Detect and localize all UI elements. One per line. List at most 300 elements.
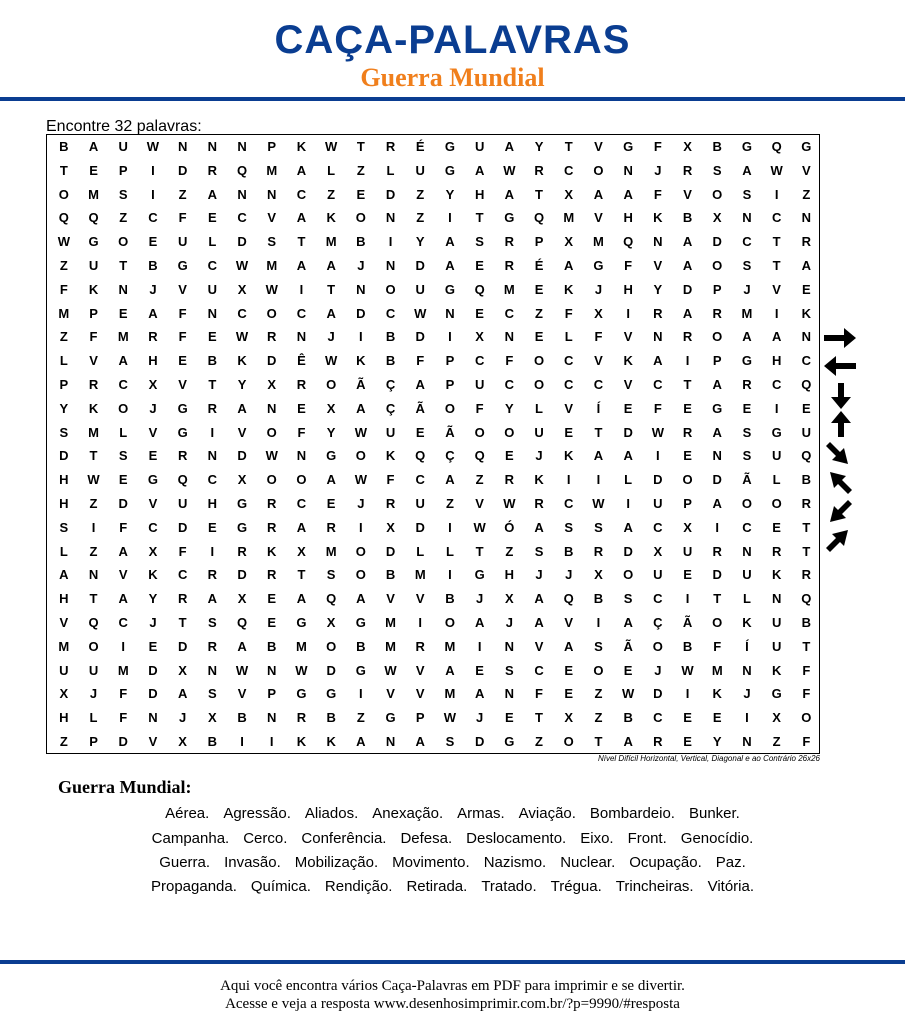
grid-letter: G: [326, 448, 337, 464]
grid-letter: N: [742, 662, 752, 678]
grid-letter: T: [772, 234, 781, 250]
grid-letter: D: [712, 234, 722, 250]
grid-letter: A: [415, 377, 425, 392]
instruction-text: Encontre 32 palavras:: [46, 118, 202, 135]
grid-letter: R: [415, 638, 425, 654]
grid-letter: T: [327, 281, 336, 297]
grid-letter: A: [593, 448, 604, 464]
grid-letter: J: [357, 258, 365, 273]
grid-letter: N: [267, 710, 277, 726]
grid-letter: E: [148, 234, 158, 250]
grid-letter: C: [504, 377, 515, 392]
grid-letter: O: [504, 424, 515, 440]
grid-letter: V: [237, 686, 247, 702]
word-list-item: Guerra.: [159, 854, 211, 871]
grid-letter: A: [415, 734, 425, 749]
header-divider: [0, 97, 905, 101]
grid-letter: O: [355, 210, 366, 226]
grid-letter: G: [712, 400, 723, 416]
grid-letter: N: [385, 734, 396, 749]
word-list-item: Mobilização.: [294, 854, 379, 871]
grid-letter: J: [89, 686, 98, 702]
grid-letter: X: [297, 543, 306, 559]
grid-letter: J: [743, 686, 751, 702]
grid-letter: B: [682, 210, 693, 226]
grid-letter: O: [563, 734, 574, 749]
grid-letter: M: [325, 543, 337, 559]
grid-letter: B: [801, 472, 812, 488]
grid-letter: C: [534, 662, 544, 678]
grid-letter: K: [88, 281, 99, 297]
grid-letter: A: [564, 258, 574, 273]
grid-letter: S: [118, 186, 128, 202]
grid-letter: S: [208, 686, 217, 702]
word-list-item: Nazismo.: [483, 854, 547, 871]
grid-letter: N: [296, 329, 307, 345]
grid-letter: I: [745, 710, 749, 726]
grid-letter: P: [712, 353, 722, 369]
grid-letter: N: [207, 448, 218, 464]
grid-letter: R: [177, 448, 188, 464]
word-list-row: [0, 877, 905, 897]
grid-letter: W: [354, 472, 367, 488]
grid-letter: T: [535, 186, 543, 202]
grid-letter: H: [59, 496, 69, 511]
grid-letter: R: [504, 472, 515, 488]
grid-letter: E: [683, 734, 692, 749]
grid-letter: S: [445, 734, 455, 749]
grid-letter: U: [742, 567, 752, 583]
grid-letter: U: [88, 258, 99, 273]
grid-letter: X: [653, 543, 663, 559]
grid-letter: A: [712, 496, 722, 511]
grid-letter: Y: [505, 400, 514, 416]
grid-letter: Q: [88, 615, 99, 630]
grid-row: [47, 706, 819, 730]
grid-letter: Z: [535, 734, 543, 749]
grid-letter: U: [653, 496, 663, 511]
grid-letter: R: [712, 543, 722, 559]
grid-letter: K: [771, 567, 782, 583]
word-list-item: Eixo.: [580, 830, 614, 847]
grid-letter: C: [564, 496, 574, 511]
grid-letter: C: [653, 519, 663, 535]
grid-letter: I: [91, 519, 96, 535]
grid-letter: F: [178, 305, 187, 321]
grid-letter: N: [148, 710, 158, 726]
grid-letter: D: [118, 734, 128, 749]
grid-letter: E: [208, 329, 217, 345]
grid-letter: J: [505, 615, 513, 630]
grid-letter: O: [118, 234, 129, 250]
grid-letter: O: [266, 472, 277, 488]
grid-letter: D: [59, 448, 69, 464]
grid-letter: W: [265, 281, 278, 297]
grid-letter: U: [88, 662, 99, 678]
grid-letter: T: [59, 162, 68, 178]
grid-letter: E: [415, 424, 425, 440]
grid-letter: O: [801, 710, 812, 726]
grid-letter: K: [326, 210, 336, 226]
grid-letter: N: [623, 162, 633, 178]
grid-letter: R: [296, 710, 307, 726]
grid-letter: E: [772, 519, 781, 535]
grid-letter: W: [384, 662, 397, 678]
grid-letter: A: [534, 519, 544, 535]
grid-letter: O: [326, 638, 337, 654]
grid-letter: M: [296, 638, 307, 654]
grid-letter: D: [415, 329, 425, 345]
grid-letter: F: [59, 281, 68, 297]
grid-letter: L: [564, 329, 573, 345]
grid-letter: I: [596, 615, 601, 630]
grid-letter: V: [59, 615, 69, 630]
grid-letter: D: [148, 662, 158, 678]
grid-letter: V: [683, 186, 692, 202]
grid-letter: B: [59, 139, 69, 154]
grid-letter: H: [59, 472, 69, 488]
grid-letter: I: [566, 472, 571, 488]
grid-letter: S: [742, 258, 752, 273]
grid-letter: Q: [623, 234, 634, 250]
grid-letter: Ç: [385, 400, 396, 416]
grid-letter: M: [117, 329, 129, 345]
grid-letter: É: [415, 139, 425, 154]
grid-letter: B: [207, 353, 218, 369]
grid-letter: X: [178, 662, 187, 678]
grid-letter: C: [148, 210, 158, 226]
grid-letter: R: [504, 258, 515, 273]
grid-letter: J: [179, 710, 187, 726]
grid-letter: V: [534, 638, 544, 654]
grid-letter: P: [89, 734, 98, 749]
grid-row: [47, 635, 819, 659]
grid-row: [47, 397, 819, 421]
grid-letter: I: [774, 305, 779, 321]
word-list-item: Genocídio.: [680, 830, 754, 847]
grid-letter: W: [443, 710, 457, 726]
grid-letter: R: [712, 305, 722, 321]
grid-letter: K: [385, 448, 396, 464]
grid-letter: H: [148, 353, 158, 369]
grid-letter: L: [59, 353, 68, 369]
arrow-down-left-icon: [822, 498, 858, 526]
grid-letter: T: [802, 519, 811, 535]
grid-letter: B: [712, 139, 722, 154]
grid-letter: P: [712, 281, 722, 297]
grid-letter: I: [210, 543, 215, 559]
grid-letter: R: [801, 234, 812, 250]
grid-letter: F: [535, 686, 543, 702]
grid-letter: I: [626, 496, 630, 511]
grid-letter: E: [683, 448, 692, 464]
grid-letter: N: [771, 591, 782, 607]
grid-letter: V: [148, 734, 158, 749]
grid-letter: Q: [177, 472, 188, 488]
grid-letter: A: [653, 353, 663, 369]
grid-letter: F: [505, 353, 514, 369]
grid-letter: N: [207, 139, 218, 154]
grid-letter: I: [121, 638, 126, 654]
grid-letter: Z: [594, 686, 603, 702]
grid-letter: N: [177, 139, 188, 154]
grid-letter: R: [593, 543, 604, 559]
grid-letter: G: [177, 400, 188, 416]
grid-letter: G: [236, 496, 248, 511]
grid-letter: I: [596, 472, 601, 488]
grid-letter: K: [88, 400, 99, 416]
grid-letter: A: [445, 472, 455, 488]
grid-letter: V: [178, 281, 187, 297]
grid-letter: E: [178, 353, 187, 369]
grid-letter: S: [267, 234, 277, 250]
grid-letter: K: [742, 615, 752, 630]
grid-letter: T: [564, 139, 573, 154]
grid-letter: T: [713, 591, 722, 607]
grid-letter: A: [296, 519, 307, 535]
grid-letter: C: [771, 377, 782, 392]
word-list-item: Movimento.: [392, 854, 470, 871]
grid-letter: R: [534, 162, 544, 178]
grid-letter: F: [653, 400, 662, 416]
grid-letter: G: [444, 139, 455, 154]
grid-letter: W: [473, 519, 486, 535]
grid-letter: Y: [59, 400, 69, 416]
grid-letter: A: [504, 139, 515, 154]
grid-letter: V: [475, 496, 484, 511]
grid-letter: M: [88, 424, 99, 440]
grid-letter: P: [89, 305, 98, 321]
grid-letter: R: [682, 329, 693, 345]
grid-letter: R: [267, 496, 277, 511]
grid-letter: E: [802, 281, 811, 297]
grid-letter: A: [682, 234, 693, 250]
grid-letter: G: [296, 686, 307, 702]
grid-letter: L: [208, 234, 217, 250]
grid-letter: N: [742, 734, 752, 749]
grid-letter: Ê: [297, 353, 306, 369]
grid-letter: R: [682, 424, 693, 440]
grid-letter: L: [772, 472, 781, 488]
grid-letter: L: [59, 543, 68, 559]
grid-letter: Z: [89, 543, 98, 559]
grid-letter: G: [504, 734, 515, 749]
grid-letter: G: [385, 710, 396, 726]
grid-letter: U: [177, 234, 188, 250]
grid-letter: L: [89, 710, 98, 726]
grid-letter: A: [771, 329, 782, 345]
grid-letter: K: [801, 305, 812, 321]
grid-letter: Ã: [445, 424, 455, 440]
grid-letter: J: [149, 615, 157, 630]
grid-letter: B: [385, 567, 396, 583]
grid-letter: N: [801, 329, 812, 345]
grid-letter: O: [326, 377, 337, 392]
word-list-item: Armas.: [457, 805, 505, 822]
grid-letter: C: [564, 162, 574, 178]
grid-letter: U: [474, 139, 485, 154]
arrow-left-icon: [822, 352, 858, 380]
grid-letter: Z: [178, 186, 187, 202]
grid-letter: B: [682, 638, 693, 654]
grid-letter: Y: [445, 186, 455, 202]
grid-letter: N: [742, 543, 752, 559]
grid-letter: F: [653, 139, 662, 154]
grid-letter: Í: [745, 638, 749, 654]
grid-letter: P: [683, 496, 692, 511]
grid-letter: M: [266, 258, 278, 273]
grid-letter: T: [297, 234, 306, 250]
grid-letter: V: [118, 567, 128, 583]
grid-letter: O: [593, 162, 604, 178]
grid-letter: T: [475, 543, 484, 559]
grid-letter: W: [235, 329, 249, 345]
grid-letter: V: [178, 377, 187, 392]
grid-letter: A: [534, 615, 544, 630]
grid-letter: A: [326, 305, 336, 321]
grid-letter: Ã: [682, 615, 693, 630]
grid-letter: T: [683, 377, 692, 392]
grid-letter: M: [414, 567, 426, 583]
grid-letter: Q: [801, 377, 812, 392]
grid-letter: W: [770, 162, 783, 178]
grid-letter: L: [386, 162, 395, 178]
grid-letter: N: [742, 210, 752, 226]
grid-letter: R: [207, 567, 218, 583]
grid-letter: Z: [416, 186, 425, 202]
grid-letter: E: [267, 591, 277, 607]
grid-letter: F: [119, 686, 128, 702]
grid-letter: X: [475, 329, 484, 345]
grid-letter: V: [594, 353, 603, 369]
grid-row: [47, 325, 819, 349]
grid-letter: D: [415, 258, 425, 273]
grid-letter: O: [741, 496, 752, 511]
grid-letter: S: [594, 638, 603, 654]
grid-letter: F: [178, 543, 187, 559]
grid-letter: N: [296, 448, 307, 464]
grid-letter: C: [296, 305, 307, 321]
grid-letter: T: [594, 424, 603, 440]
grid-letter: B: [445, 591, 455, 607]
footer-divider: [0, 960, 905, 964]
grid-letter: A: [356, 734, 366, 749]
grid-letter: A: [326, 258, 336, 273]
grid-letter: M: [711, 662, 723, 678]
word-list-item: Vitória.: [707, 878, 755, 895]
grid-letter: S: [742, 186, 752, 202]
grid-letter: C: [771, 210, 782, 226]
grid-letter: I: [299, 281, 304, 297]
word-list-row: [0, 829, 905, 849]
grid-letter: L: [535, 400, 543, 416]
grid-letter: G: [593, 258, 604, 273]
grid-letter: H: [207, 496, 218, 511]
grid-letter: A: [593, 186, 604, 202]
grid-letter: J: [535, 567, 543, 583]
grid-letter: F: [475, 400, 484, 416]
grid-letter: J: [535, 448, 543, 464]
grid-letter: U: [415, 496, 425, 511]
grid-letter: O: [771, 496, 782, 511]
grid-letter: O: [266, 305, 277, 321]
grid-letter: K: [534, 472, 544, 488]
page-title: CAÇA-PALAVRAS: [274, 18, 631, 62]
grid-letter: J: [476, 710, 484, 726]
grid-letter: Z: [119, 210, 128, 226]
grid-letter: Z: [327, 186, 336, 202]
grid-letter: I: [685, 591, 690, 607]
grid-letter: A: [534, 591, 544, 607]
grid-letter: R: [267, 329, 277, 345]
grid-letter: R: [88, 377, 99, 392]
grid-letter: O: [444, 615, 455, 630]
grid-letter: Ã: [742, 472, 752, 488]
grid-letter: Z: [89, 496, 98, 511]
grid-letter: R: [207, 638, 218, 654]
grid-letter: U: [207, 281, 218, 297]
grid-letter: E: [148, 638, 158, 654]
grid-letter: A: [356, 400, 366, 416]
grid-letter: A: [59, 567, 69, 583]
grid-letter: I: [359, 329, 363, 345]
grid-letter: N: [504, 638, 515, 654]
grid-letter: Z: [772, 734, 781, 749]
grid-letter: R: [267, 567, 277, 583]
grid-letter: S: [59, 424, 69, 440]
grid-letter: O: [533, 377, 545, 392]
grid-letter: F: [624, 258, 633, 273]
grid-letter: E: [683, 400, 692, 416]
grid-letter: S: [594, 519, 603, 535]
grid-letter: K: [712, 686, 722, 702]
grid-letter: Q: [236, 162, 248, 178]
grid-letter: G: [801, 139, 812, 154]
grid-letter: Y: [534, 139, 544, 154]
grid-letter: C: [118, 615, 128, 630]
grid-letter: A: [207, 186, 218, 202]
grid-letter: A: [682, 305, 693, 321]
grid-letter: B: [326, 710, 336, 726]
grid-letter: F: [594, 329, 603, 345]
grid-letter: A: [504, 186, 515, 202]
grid-letter: O: [266, 424, 277, 440]
grid-letter: C: [207, 472, 218, 488]
grid-letter: B: [148, 258, 158, 273]
grid-letter: S: [742, 424, 752, 440]
grid-letter: Z: [416, 210, 425, 226]
grid-letter: F: [119, 710, 128, 726]
grid-letter: S: [564, 519, 574, 535]
grid-letter: D: [237, 567, 247, 583]
grid-letter: G: [741, 353, 752, 369]
grid-letter: R: [296, 377, 307, 392]
grid-letter: M: [58, 638, 70, 654]
grid-letter: K: [564, 281, 574, 297]
grid-letter: U: [801, 424, 812, 440]
grid-letter: G: [771, 424, 782, 440]
arrow-up-left-icon: [822, 468, 858, 496]
grid-letter: B: [385, 353, 396, 369]
grid-letter: X: [683, 519, 692, 535]
word-list-item: Aliados.: [304, 805, 359, 822]
word-list-item: Anexação.: [372, 805, 444, 822]
grid-letter: V: [594, 139, 603, 154]
grid-letter: A: [712, 424, 722, 440]
grid-letter: E: [742, 400, 752, 416]
grid-letter: M: [117, 662, 129, 678]
grid-letter: A: [742, 162, 752, 178]
